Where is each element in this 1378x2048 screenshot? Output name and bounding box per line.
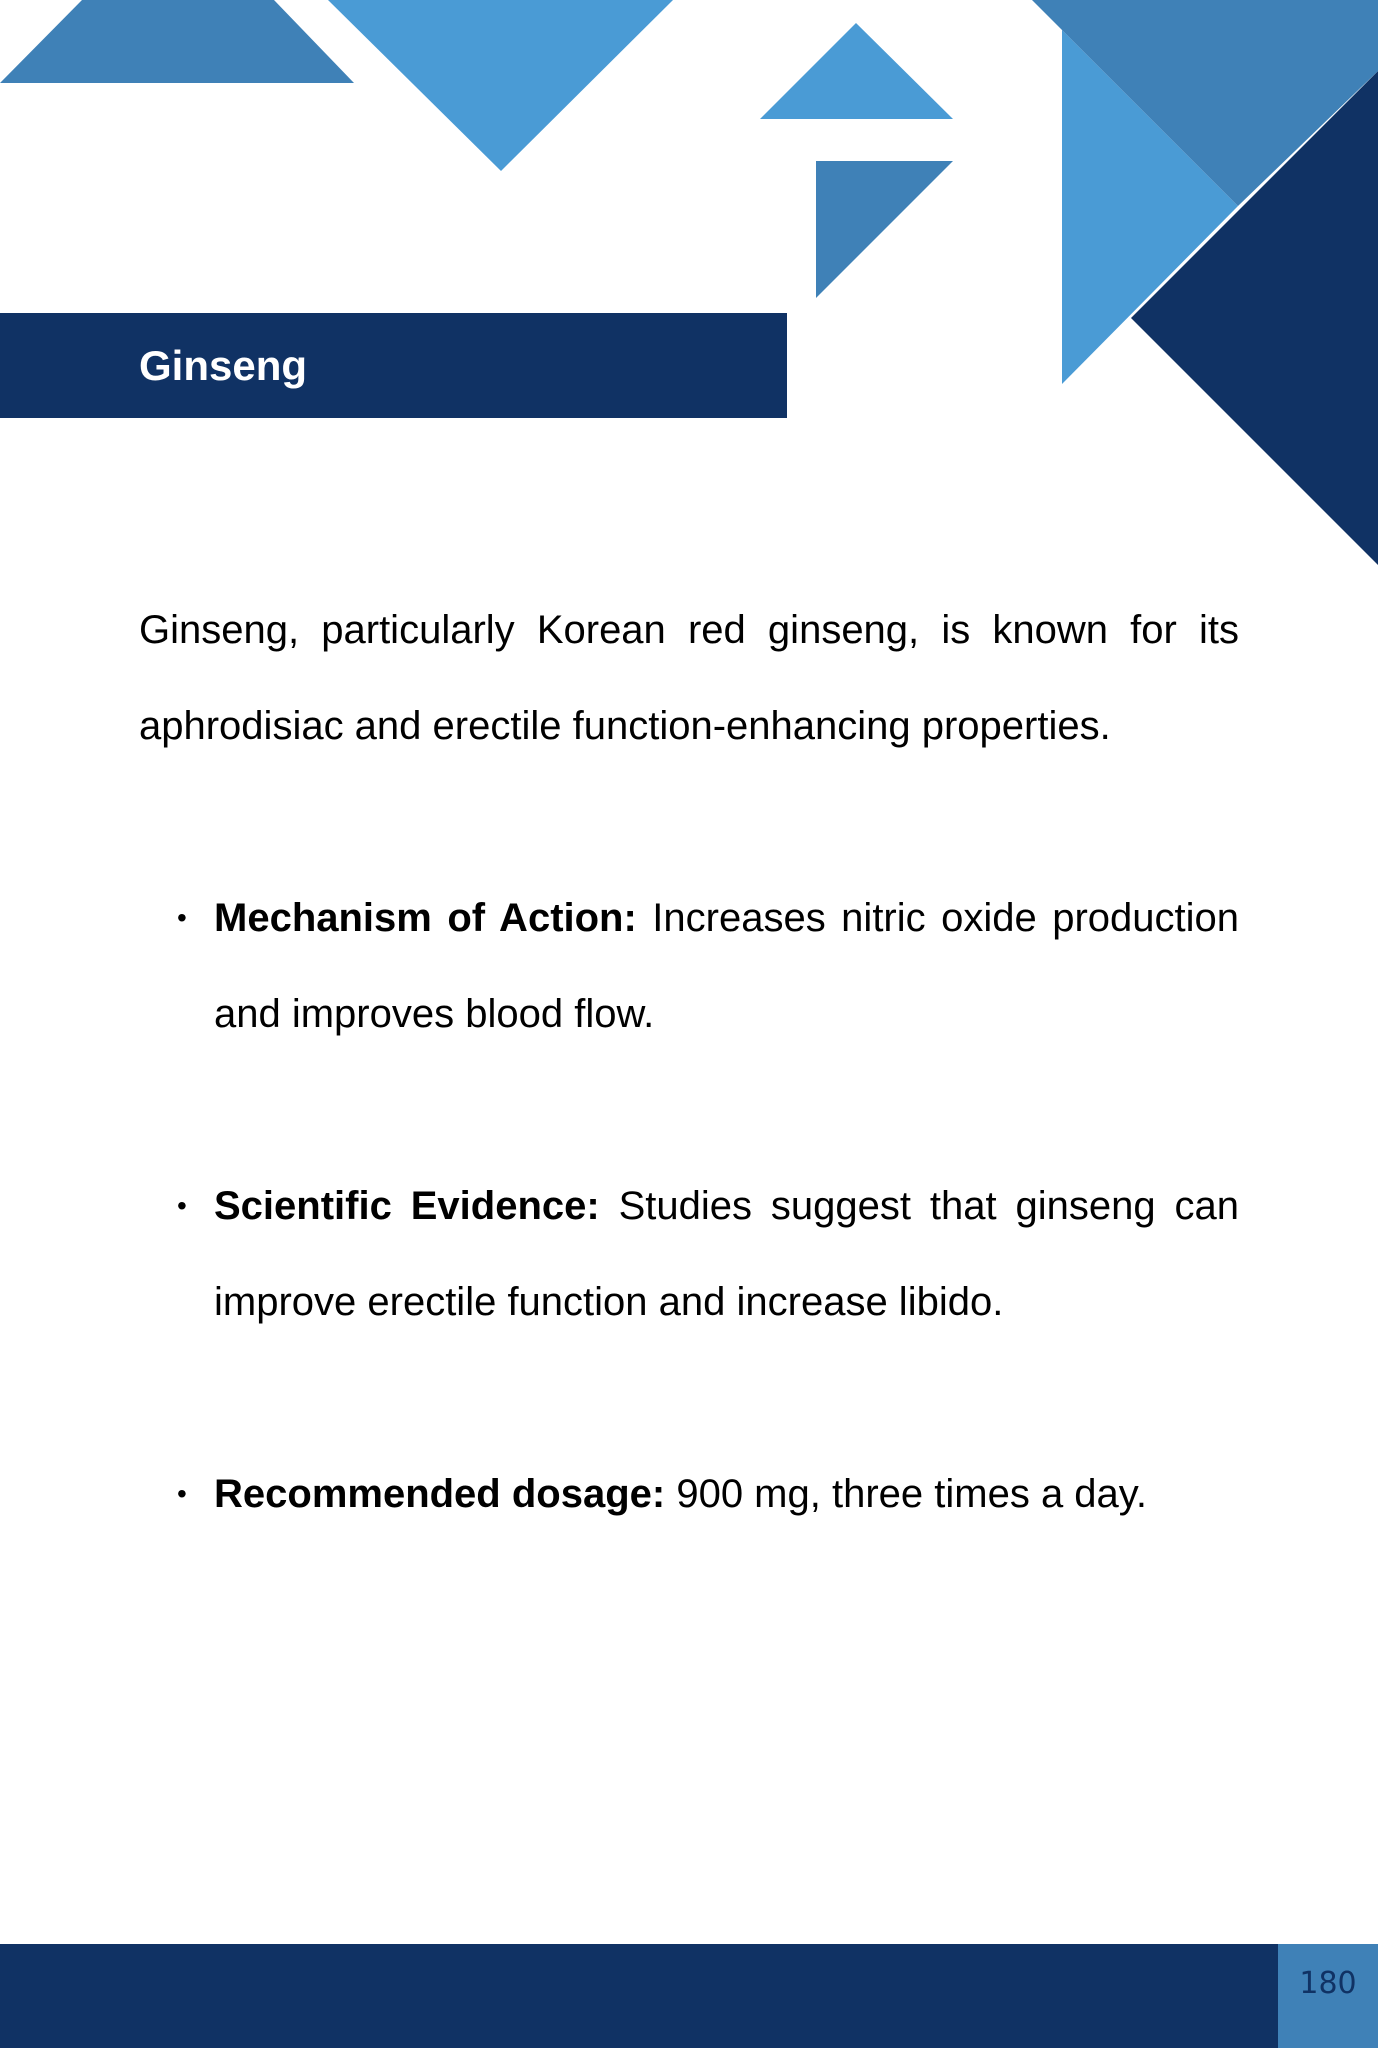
- bullet-icon: •: [177, 1478, 187, 1509]
- page-content: [139, 582, 1239, 1638]
- item-text: 900 mg, three times a day.: [676, 1472, 1147, 1516]
- triangle-top-center: [328, 0, 673, 171]
- list-item: [139, 1158, 1239, 1350]
- triangle-small-up: [760, 23, 953, 119]
- footer-bar: [0, 1944, 1278, 2048]
- item-label: Mechanism of Action:: [214, 896, 653, 940]
- fact-list: [139, 870, 1239, 1542]
- list-item: [139, 870, 1239, 1062]
- item-text: Studies suggest that ginseng can improve erectile function and increase libido.: [214, 1184, 1240, 1324]
- section-title-bar: [0, 313, 787, 418]
- page-number: 180: [1299, 1966, 1357, 2001]
- item-label: Recommended dosage:: [214, 1472, 677, 1516]
- item-text: Increases nitric oxide production and improves blood flow.: [214, 896, 1239, 1036]
- triangle-small-down: [816, 161, 953, 298]
- bullet-icon: •: [177, 1190, 187, 1221]
- intro-paragraph: Ginseng, particularly Korean red ginseng, is known for its aphrodisiac and erectile function-enhancing properties.: [139, 608, 1239, 748]
- triangle-top-left: [0, 0, 354, 83]
- item-label: Scientific Evidence:: [214, 1184, 619, 1228]
- section-title: Ginseng: [139, 342, 308, 389]
- page-number-box: [1278, 1944, 1378, 2048]
- list-item: [139, 1446, 1239, 1542]
- bullet-icon: •: [177, 902, 187, 933]
